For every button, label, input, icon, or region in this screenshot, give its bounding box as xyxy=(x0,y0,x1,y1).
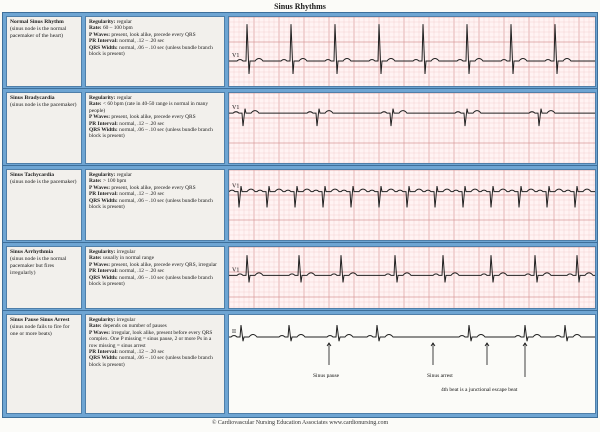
rhythm-name: Normal Sinus Rhythm xyxy=(10,19,64,25)
criteria-text: present, look alike, precede every QRS xyxy=(111,184,196,191)
rhythm-description: (sinus node is the pacemaker) xyxy=(10,179,77,185)
ecg-lead-label: V1 xyxy=(232,183,240,190)
annotation-sinus-pause: Sinus pause xyxy=(313,373,340,379)
ecg-grid xyxy=(229,170,596,241)
criteria-text: regular xyxy=(116,95,132,101)
ecg-trace xyxy=(229,247,596,309)
rhythm-row-sinus-arrhythmia xyxy=(2,242,598,313)
criteria-label: Regularity: xyxy=(89,19,116,25)
page-title: Sinus Rhythms xyxy=(274,2,326,11)
rhythm-name-cell xyxy=(6,314,82,414)
criteria-text: normal, .06 – .10 sec (unless bundle branch block is present) xyxy=(89,44,213,58)
criteria-text: present, look alike, precede every QRS xyxy=(111,114,196,121)
criteria-label: QRS Width: xyxy=(89,197,118,204)
criteria-label: P Waves: xyxy=(89,261,111,268)
rhythm-description: (sinus node fails to fire for one or more beats) xyxy=(10,324,70,337)
rhythm-name-cell xyxy=(6,246,82,309)
criteria-text: normal, .06 – .10 sec (unless bundle branch block is present) xyxy=(89,127,213,140)
criteria-label: PR Interval: xyxy=(89,268,118,275)
rhythm-row-normal-sinus xyxy=(2,12,598,91)
ecg-waveform xyxy=(229,325,596,341)
criteria-label: QRS Width: xyxy=(89,127,118,134)
rhythm-name-cell xyxy=(6,92,82,164)
criteria-label: Rate: xyxy=(89,101,102,108)
ecg-grid xyxy=(229,247,596,309)
criteria-text: depends on number of pauses xyxy=(102,323,167,330)
ecg-lead-label: V1 xyxy=(232,267,240,274)
criteria-text: regular xyxy=(116,19,132,25)
criteria-label: PR Interval: xyxy=(89,191,118,198)
criteria-text: present, look alike, precede every QRS, irregular xyxy=(111,261,217,268)
rhythm-criteria-cell xyxy=(85,314,225,414)
criteria-text: normal, .12 – .20 sec xyxy=(119,120,165,127)
rhythm-row-sinus-bradycardia xyxy=(2,88,598,168)
criteria-label: PR Interval: xyxy=(89,349,118,356)
rhythm-description: (sinus node is the pacemaker) xyxy=(10,102,77,108)
criteria-text: normal, .12 – .20 sec xyxy=(119,349,165,356)
criteria-label: Rate: xyxy=(89,255,102,262)
criteria-label: QRS Width: xyxy=(89,274,118,281)
criteria-text: normal, .06 – .10 sec (unless bundle branch block is present) xyxy=(89,274,213,288)
annotation-escape-beat: 4th beat is a junctional escape beat xyxy=(441,387,518,393)
criteria-label: Rate: xyxy=(89,25,102,32)
criteria-label: Rate: xyxy=(89,178,102,185)
criteria-text: normal, .12 – .20 sec xyxy=(119,191,165,198)
criteria-label: Regularity: xyxy=(89,95,116,101)
ecg-lead-label: V1 xyxy=(232,53,240,60)
criteria-label: Regularity: xyxy=(89,317,116,323)
criteria-text: present, look alike, precede every QRS xyxy=(111,31,196,38)
criteria-text: < 60 bpm (rate in 40-50 range is normal in many people) xyxy=(89,101,209,114)
rhythm-description: (sinus node is the normal pacemaker of the heart) xyxy=(10,26,67,39)
criteria-text: > 100 bpm xyxy=(102,178,127,185)
criteria-text: normal, .12 – .20 sec xyxy=(119,38,165,45)
ecg-strip xyxy=(228,92,596,164)
ecg-trace xyxy=(229,17,596,87)
criteria-text: regular xyxy=(116,172,132,178)
criteria-label: P Waves: xyxy=(89,31,111,38)
ecg-lead-label: II xyxy=(232,329,236,335)
ecg-strip xyxy=(228,16,596,87)
criteria-label: QRS Width: xyxy=(89,44,118,51)
criteria-text: irregular xyxy=(116,317,136,323)
criteria-label: PR Interval: xyxy=(89,120,118,127)
ecg-strip xyxy=(228,246,596,309)
criteria-text: normal, .06 – .10 sec (unless bundle branch block is present) xyxy=(89,197,213,211)
criteria-label: Regularity: xyxy=(89,172,116,178)
criteria-text: irregular xyxy=(116,249,136,255)
criteria-text: normal, .06 – .10 sec (unless bundle branch block is present) xyxy=(89,355,213,368)
ecg-lead-label: V1 xyxy=(232,105,240,112)
rhythm-criteria-cell xyxy=(85,16,225,87)
criteria-text: irregular, look alike, present before every QRS complex. One P missing = sinus pause, 2 or more Ps in a row missing = sinus arrest xyxy=(89,329,213,349)
ecg-trace xyxy=(229,315,596,414)
ecg-strip xyxy=(228,169,596,241)
criteria-label: P Waves: xyxy=(89,329,111,336)
rhythm-name: Sinus Bradycardia xyxy=(10,95,55,101)
rhythm-name: Sinus Tachycardia xyxy=(10,172,54,178)
rhythm-name: Sinus Arrhythmia xyxy=(10,249,54,255)
rhythm-name-cell xyxy=(6,169,82,241)
criteria-label: Regularity: xyxy=(89,249,116,255)
criteria-text: normal, .12 – .20 sec xyxy=(119,268,165,275)
rhythm-criteria-cell xyxy=(85,246,225,309)
ecg-grid xyxy=(229,93,596,164)
criteria-label: P Waves: xyxy=(89,114,111,121)
rhythm-criteria-cell xyxy=(85,169,225,241)
ecg-grid xyxy=(229,17,596,87)
rhythm-name-cell xyxy=(6,16,82,87)
criteria-text: 60 – 100 bpm xyxy=(102,25,133,32)
criteria-label: QRS Width: xyxy=(89,355,118,362)
ecg-trace xyxy=(229,170,596,241)
rhythm-criteria-cell xyxy=(85,92,225,164)
criteria-label: P Waves: xyxy=(89,184,111,191)
rhythm-name: Sinus Pause Sinus Arrest xyxy=(10,317,70,323)
criteria-text: usually in normal range xyxy=(102,255,154,262)
ecg-strip xyxy=(228,314,596,414)
rhythm-row-sinus-pause-arrest xyxy=(2,310,598,418)
rhythm-description: (sinus node is the normal pacemaker but fires irregularly) xyxy=(10,256,67,276)
ecg-trace xyxy=(229,93,596,164)
criteria-label: PR Interval: xyxy=(89,38,118,45)
criteria-label: Rate: xyxy=(89,323,102,330)
rhythm-row-sinus-tachycardia xyxy=(2,165,598,245)
annotation-sinus-arrest: Sinus arrest xyxy=(427,373,453,379)
page-footer: © Cardiovascular Nursing Education Associates www.cardionursing.com xyxy=(211,420,389,426)
